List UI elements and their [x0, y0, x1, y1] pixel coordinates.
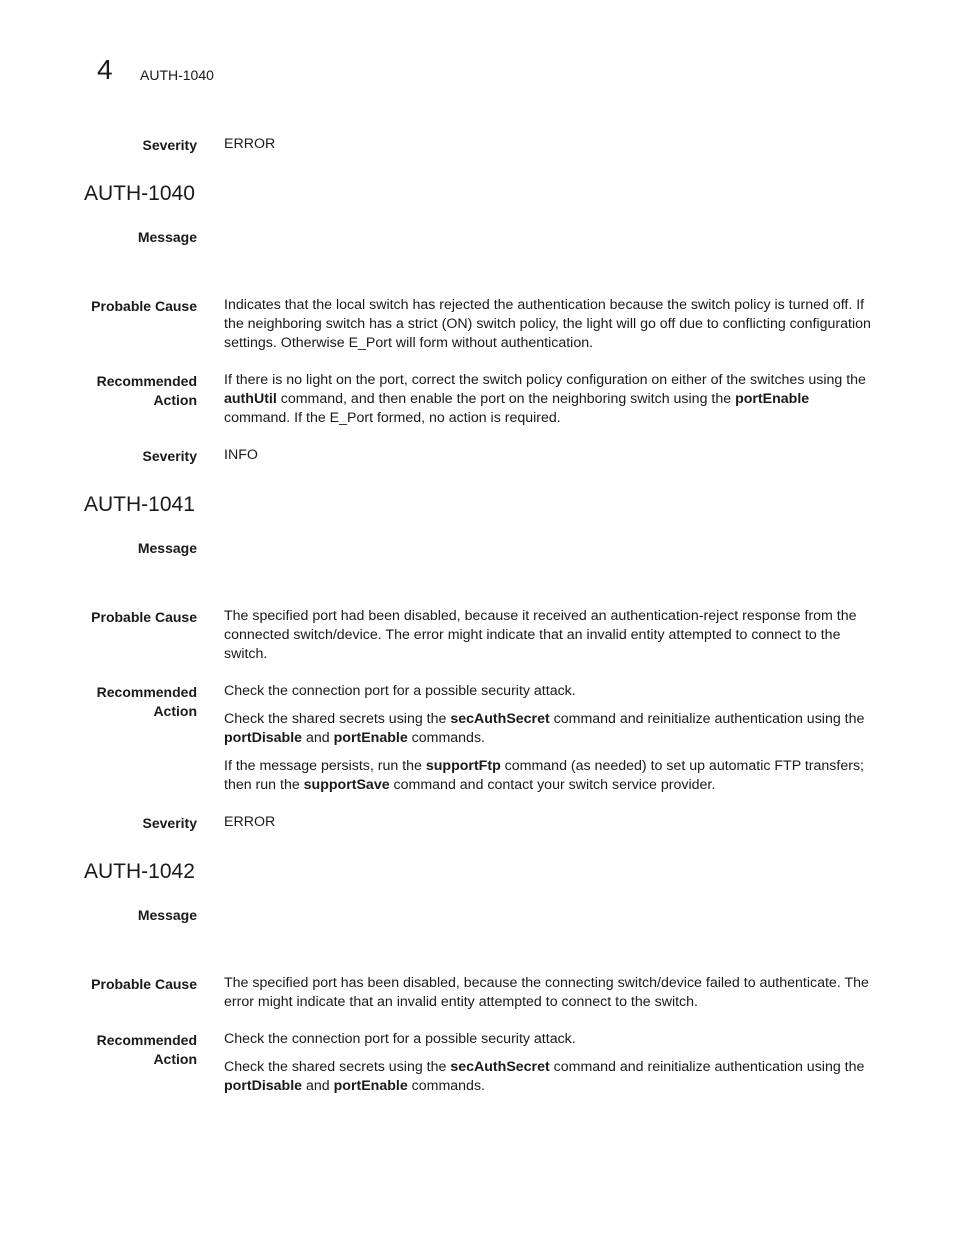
action-paragraph: Check the connection port for a possible security attack. — [224, 683, 576, 699]
recommended-action-text — [224, 1030, 874, 1096]
chapter-number: 4 — [97, 54, 113, 85]
entry-heading-auth-1041: AUTH-1041 — [84, 493, 195, 516]
message-label: Message — [137, 907, 197, 923]
text-run: and — [302, 730, 334, 746]
command-secauthsecret: secAuthSecret — [450, 1059, 550, 1075]
recommended-action-label — [40, 372, 197, 410]
entry-heading-auth-1040: AUTH-1040 — [84, 182, 195, 205]
action-paragraph — [224, 1058, 874, 1096]
command-portenable: portEnable — [333, 730, 408, 746]
severity-value: INFO — [224, 447, 258, 463]
text-run: command, and then enable the port on the neighboring switch using the — [276, 391, 736, 407]
text-run: commands. — [407, 1078, 485, 1094]
probable-cause-text: The specified port has been disabled, because the connecting switch/device failed to authenticate. The error might indicate that an invalid entity attempted to connect to the switch. — [224, 975, 869, 1010]
action-label-line: Action — [153, 1051, 197, 1067]
probable-cause-text: The specified port had been disabled, because it received an authentication-reject response from the connected switch/device. The error might indicate that an invalid entity attempted to connect to the switch. — [224, 608, 857, 662]
action-paragraph — [224, 757, 874, 795]
severity-value: ERROR — [224, 136, 276, 152]
severity-label: Severity — [142, 448, 197, 464]
severity-label: Severity — [142, 137, 197, 153]
text-run: command (as needed) to set up automatic FTP transfers; then run the — [224, 758, 864, 793]
probable-cause-label: Probable Cause — [91, 609, 197, 625]
text-run: Check the shared secrets using the — [224, 1059, 451, 1075]
command-portdisable: portDisable — [224, 730, 303, 746]
action-paragraph — [224, 371, 874, 428]
command-authutil: authUtil — [224, 391, 277, 407]
message-label: Message — [137, 540, 197, 556]
text-run: command and reinitialize authentication using the — [549, 1059, 865, 1075]
text-run: command. If the E_Port formed, no action is required. — [224, 410, 561, 426]
command-portdisable: portDisable — [224, 1078, 303, 1094]
command-secauthsecret: secAuthSecret — [450, 711, 550, 727]
recommended-action-text — [224, 682, 874, 795]
recommended-action-label — [40, 1031, 197, 1069]
action-label-line: Action — [153, 392, 197, 408]
text-run: Check the shared secrets using the — [224, 711, 451, 727]
severity-label: Severity — [142, 815, 197, 831]
entry-heading-auth-1042: AUTH-1042 — [84, 860, 195, 883]
command-supportftp: supportFtp — [425, 758, 501, 774]
command-supportsave: supportSave — [303, 777, 390, 793]
recommended-action-text — [224, 371, 874, 428]
command-portenable: portEnable — [735, 391, 810, 407]
probable-cause-label: Probable Cause — [91, 298, 197, 314]
text-run: and — [302, 1078, 334, 1094]
text-run: commands. — [407, 730, 485, 746]
text-run: If the message persists, run the — [224, 758, 426, 774]
text-run: If there is no light on the port, correct the switch policy configuration on either of the switches using the — [224, 372, 866, 388]
action-paragraph: Check the connection port for a possible security attack. — [224, 1031, 576, 1047]
severity-value: ERROR — [224, 814, 276, 830]
command-portenable: portEnable — [333, 1078, 408, 1094]
recommended-label-line: Recommended — [96, 684, 197, 700]
running-title: AUTH-1040 — [140, 67, 214, 83]
action-paragraph — [224, 710, 874, 748]
probable-cause-label: Probable Cause — [91, 976, 197, 992]
recommended-action-label — [40, 683, 197, 721]
text-run: command and reinitialize authentication using the — [549, 711, 865, 727]
message-label: Message — [137, 229, 197, 245]
probable-cause-text: Indicates that the local switch has rejected the authentication because the switch policy is turned off. If the neighboring switch has a strict (ON) switch policy, the light will go off due to conflicting configuration settings. Otherwise E_Port will form without authentication. — [224, 297, 871, 351]
recommended-label-line: Recommended — [96, 1032, 197, 1048]
text-run: command and contact your switch service provider. — [389, 777, 716, 793]
action-label-line: Action — [153, 703, 197, 719]
recommended-label-line: Recommended — [96, 373, 197, 389]
